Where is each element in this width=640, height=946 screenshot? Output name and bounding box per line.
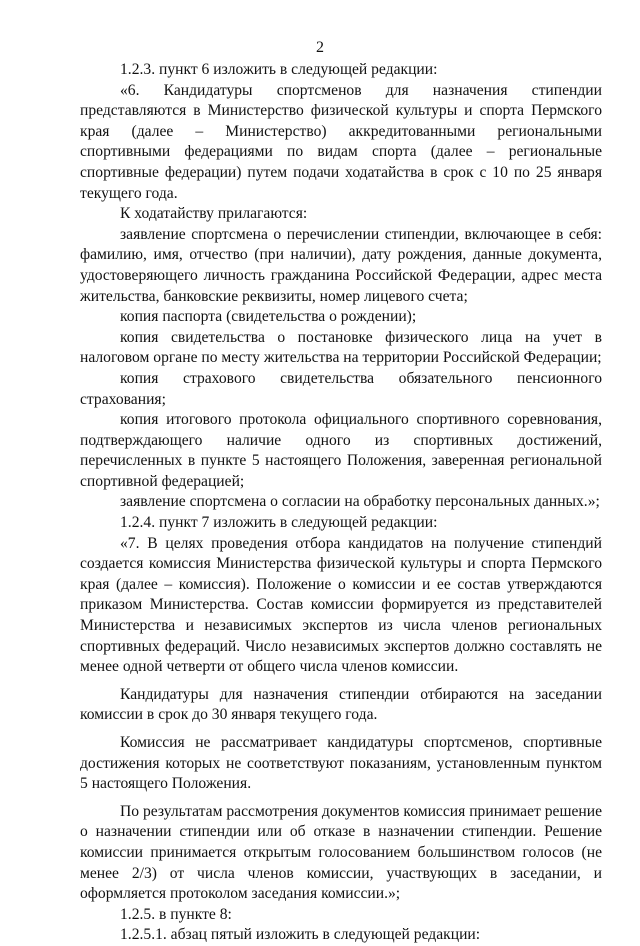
paragraph-consent: заявление спортсмена о согласии на обработку персональных данных.»;: [120, 493, 600, 511]
paragraph-passport-copy: копия паспорта (свидетельства о рождении);: [120, 308, 417, 326]
paragraph-gap: [80, 795, 602, 802]
page-number: 2: [316, 39, 324, 56]
paragraph-commission-decision: По результатам рассмотрения документов комиссия принимает решение о назначении стипендии или об отказе в назначении стипендии. Решение комиссии принимается открытым голосованием большинством голосов (не менее 2/3) от числа членов комиссии, участвующих в заседании, и оформляется протоколом заседания комиссии.»;: [80, 802, 602, 903]
paragraph-attachments-intro: К ходатайству прилагаются:: [120, 205, 308, 223]
paragraph-item-7: «7. В целях проведения отбора кандидатов на получение стипендий создается комиссия Министерства физической культуры и спорта Пермского края (далее – комиссия). Положение о комиссии и ее состав утверждаются приказом Министерства. Состав комиссии формируется из представителей Министерства и независимых экспертов из числа членов региональных спортивных федераций. Число независимых экспертов должно составлять не менее одной четверти от общего числа членов комиссии.: [80, 534, 602, 676]
paragraph-insurance-copy: копия страхового свидетельства обязательного пенсионного страхования;: [80, 369, 602, 408]
paragraph-application: заявление спортсмена о перечислении стипендии, включающее в себя: фамилию, имя, отчество (при наличии), дату рождения, данные документа, удостоверяющего личность гражданина Российской Федерации, адрес места жительства, банковские реквизиты, номер лицевого счета;: [80, 225, 602, 305]
paragraph-1-2-5: 1.2.5. в пункте 8:: [120, 905, 232, 923]
paragraph-item-6: «6. Кандидатуры спортсменов для назначения стипендии представляются в Министерство физической культуры и спорта Пермского края (далее – Министерство) аккредитованными региональными спортивными федерациями по видам спорта (далее – региональные спортивные федерации) путем подачи ходатайства в срок с 10 по 25 января текущего года.: [80, 81, 602, 202]
document-body: [80, 60, 602, 946]
paragraph-gap: [80, 726, 602, 733]
paragraph-candidates-selection: Кандидатуры для назначения стипендии отбираются на заседании комиссии в срок до 30 января текущего года.: [80, 685, 602, 724]
paragraph-protocol-copy: копия итогового протокола официального спортивного соревнования, подтверждающего наличие одного из спортивных достижений, перечисленных в пункте 5 настоящего Положения, заверенная региональной спортивной федерацией;: [80, 411, 602, 490]
paragraph-1-2-4: 1.2.4. пункт 7 изложить в следующей редакции:: [120, 514, 438, 532]
paragraph-1-2-3: 1.2.3. пункт 6 изложить в следующей редакции:: [120, 61, 438, 78]
paragraph-gap: [80, 678, 602, 685]
paragraph-1-2-5-1: 1.2.5.1. абзац пятый изложить в следующей редакции:: [120, 926, 481, 944]
paragraph-tax-certificate-copy: копия свидетельства о постановке физического лица на учет в налоговом органе по месту жительства на территории Российской Федерации;: [80, 328, 602, 367]
paragraph-commission-rejects: Комиссия не рассматривает кандидатуры спортсменов, спортивные достижения которых не соответствуют показаниям, установленным пунктом 5 настоящего Положения.: [80, 734, 602, 793]
